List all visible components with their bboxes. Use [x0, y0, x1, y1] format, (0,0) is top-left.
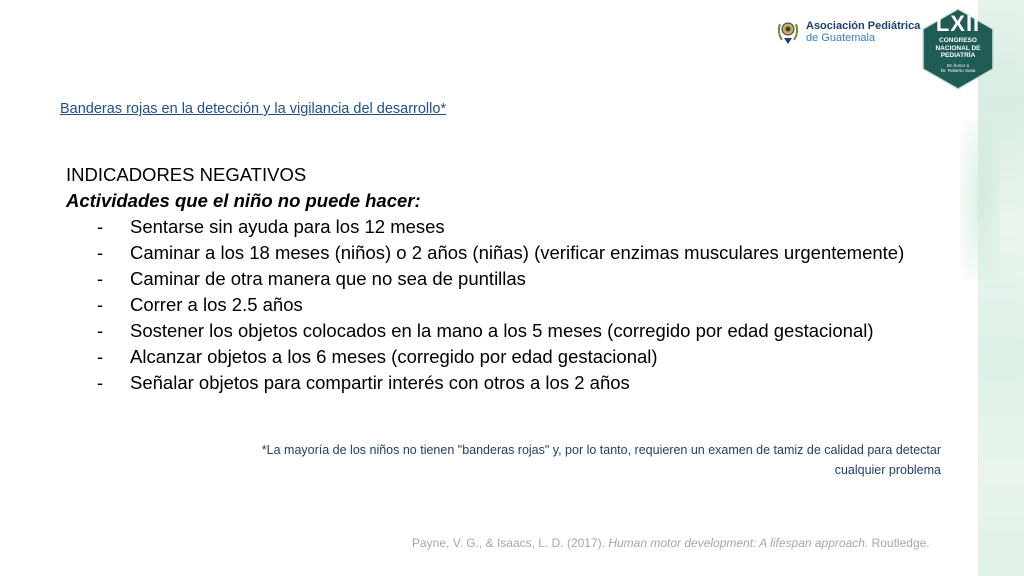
- congress-line3: PEDIATRÍA: [940, 52, 976, 59]
- citation-publisher: Routledge.: [868, 536, 930, 550]
- list-item-text: Correr a los 2.5 años: [130, 294, 303, 315]
- section-heading: INDICADORES NEGATIVOS: [66, 164, 307, 185]
- list-item-text: Sostener los objetos colocados en la mano a los 5 meses (corregido por edad gestacional): [130, 320, 874, 341]
- congress-line1: CONGRESO: [939, 37, 977, 44]
- congress-line2: NACIONAL DE: [935, 44, 981, 52]
- footnote-line1: *La mayoría de los niños no tienen "banderas rojas" y, por lo tanto, requieren un examen de tamiz de calidad para detectar: [261, 443, 941, 457]
- citation: [412, 536, 930, 550]
- association-logo: [776, 18, 920, 46]
- list-item-text: Alcanzar objetos a los 6 meses (corregido por edad gestacional): [130, 346, 658, 367]
- org-name-line1: Asociación Pediátrica: [806, 20, 921, 32]
- list-item: [66, 370, 966, 396]
- citation-work: Human motor development: A lifespan approach.: [608, 536, 869, 550]
- citation-authors: Payne, V. G., & Isaacs, L. D. (2017).: [412, 536, 609, 550]
- org-name-line2: de Guatemala: [806, 32, 876, 44]
- list-item-text: Señalar objetos para compartir interés con otros a los 2 años: [130, 372, 630, 393]
- bullet-dash: -: [97, 320, 104, 341]
- footnote-line2: cualquier problema: [834, 463, 941, 477]
- bullet-dash: -: [97, 268, 104, 289]
- footnote: [120, 440, 941, 480]
- indicators-block: [66, 162, 966, 396]
- list-item: [66, 292, 966, 318]
- congress-badge-text: [922, 8, 994, 90]
- honor-line1: En honor a: [946, 62, 970, 68]
- bullet-dash: -: [97, 294, 104, 315]
- honor-line2: Dr. Roberto Sosa: [940, 68, 976, 73]
- slide-title: Banderas rojas en la detección y la vigilancia del desarrollo*: [60, 101, 447, 117]
- bullet-dash: -: [97, 346, 104, 367]
- bullet-dash: -: [97, 242, 104, 263]
- list-item: [66, 318, 966, 344]
- list-item: [66, 266, 966, 292]
- list-item: [66, 214, 966, 240]
- congress-number: LXII: [935, 11, 981, 36]
- list-item: [66, 344, 966, 370]
- bullet-dash: -: [97, 216, 104, 237]
- list-item: [66, 240, 966, 266]
- section-subheading: Actividades que el niño no puede hacer:: [66, 190, 421, 211]
- list-item-text: Caminar a los 18 meses (niños) o 2 años (niñas) (verificar enzimas musculares urgentemente): [130, 242, 905, 263]
- list-item-text: Caminar de otra manera que no sea de puntillas: [130, 268, 526, 289]
- bullet-dash: -: [97, 372, 104, 393]
- list-item-text: Sentarse sin ayuda para los 12 meses: [130, 216, 445, 237]
- indicator-list: [66, 214, 966, 396]
- seal-icon: [776, 18, 800, 46]
